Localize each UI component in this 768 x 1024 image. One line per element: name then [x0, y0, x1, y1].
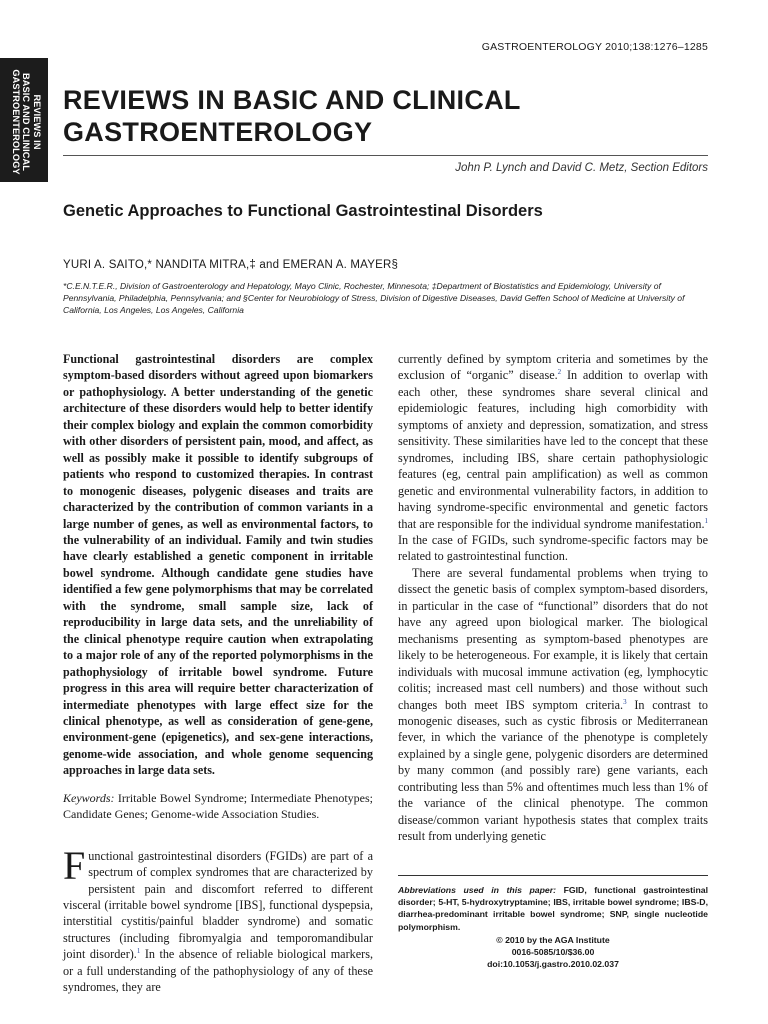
left-column	[63, 351, 373, 996]
reference-link[interactable]: 1	[704, 516, 708, 525]
abstract: Functional gastrointestinal disorders are complex symptom-based disorders without agreed upon biomarkers or pathophysiology. A better understanding of the genetic architecture of these disorders would help to better identify their complex biology and explain the common comorbidity with other disorders of persistent pain, mood, and affect, as well as possibly make it possible to identify subgroups of patients who respond to customized therapies. In contrast to monogenic diseases, polygenic diseases and traits are characterized by the contribution of common variants in a large number of genes, as well as environmental factors, to the vulnerability of an individual. Family and twin studies have clearly established a genetic component in irritable bowel syndrome. Although candidate gene studies have identified a few gene polymorphisms that may be correlated with the syndrome, small sample size, lack of reproducibility in large data sets, and the unreliability of the clinical phenotype require caution when extrapolating to a major role of any of the reported polymorphisms in the pathophysiology of irritable bowel syndrome. Future progress in this area will require better characterization of intermediate phenotypes with large effect size for the clinical phenotype, as well as consideration of gene-gene, environment-gene (epigenetics), and sex-gene interactions, genome-wide association, and whole genome sequencing approaches in large data sets.	[63, 352, 373, 778]
section-title: REVIEWS IN BASIC AND CLINICAL GASTROENTEROLOGY	[63, 85, 521, 147]
keywords-label: Keywords:	[63, 790, 115, 805]
header-rule	[63, 155, 708, 156]
body-paragraph-2: There are several fundamental problems when trying to dissect the genetic basis of complex symptom-based disorders, in particular in the case of “functional” disorders that do not have any agreed upon biological marker. The biological mechanisms presenting as symptom-based phenotypes are likely to be heterogeneous. For example, it is likely that certain individuals with mucosal immune activation (eg, lymphocytic colitis; increased mast cell numbers) and those without such changes both meet IBS symptom criteria.$^3$ In contrast to monogenic diseases, such as cystic fibrosis or Mediterranean fever, in which the variance of the phenotype is completely explained by a single gene, polygenic disorders are determined by many common (and possibly rare) gene variants, each contributing less than 5% and oftentimes much less than 1% of the variance of the clinical phenotype. The common disease/common variant hypothesis states that complex traits result from underlying genetic	[398, 565, 708, 844]
footnote-box	[398, 875, 708, 970]
abbreviations: Abbreviations used in this paper: FGID, functional gastrointestinal disorder; 5-HT, 5-hydroxytryptamine; IBS, irritable bowel syndrome; IBS-D, diarrhea-predominant irritable bowel syndrome; SNP, single nucleotide polymorphism.	[398, 885, 708, 932]
keywords-text: Irritable Bowel Syndrome; Intermediate Phenotypes; Candidate Genes; Genome-wide Association Studies.	[63, 790, 373, 822]
body-paragraph-1: currently defined by symptom criteria and sometimes by the exclusion of “organic” disease.$^2$ In addition to overlap with each other, these syndromes share several clinical and epidemiologic features, including high comorbidity with symptoms of anxiety and depression, somatization, and stress sensitivity. These similarities have led to the concept that these syndromes, including IBS, share certain pathophysiologic features (eg, central pain amplification) as well as common genetic and environmental vulnerability factors, in addition to having syndrome-specific environmental and genetic factors that are responsible for the individual syndrome manifestation.$^1$ In the case of FGIDs, such syndrome-specific factors may be related to gastrointestinal function.	[398, 352, 708, 564]
author-affiliations: *C.E.N.T.E.R., Division of Gastroenterology and Hepatology, Mayo Clinic, Rochester, Minnesota; ‡Department of Biostatistics and Epidemiology, University of Pennsylvania, Philadelphia, Pennsylvania; and §Center for Neurobiology of Stress, Division of Digestive Diseases, David Geffen School of Medicine at University of California, Los Angeles, Los Angeles, California	[63, 281, 685, 316]
right-column	[398, 351, 708, 845]
reference-link[interactable]: 3	[623, 697, 627, 706]
intro-paragraph: Functional gastrointestinal disorders (FGIDs) are part of a spectrum of complex syndromes that are characterized by persistent pain and discomfort referred to different visceral (irritable bowel syndrome [IBS], functional dyspepsia, interstitial cystitis/painful bladder syndrome) and somatic structures (including fibromyalgia and temporomandibular joint disorder).$^1$ In the absence of reliable biological markers, or a full understanding of the pathophysiology of any of these syndromes, they are	[63, 842, 373, 995]
doi-link[interactable]: doi:10.1053/j.gastro.2010.02.037	[487, 959, 619, 970]
section-editors: John P. Lynch and David C. Metz, Section Editors	[455, 162, 708, 174]
article-title: Genetic Approaches to Functional Gastrointestinal Disorders	[63, 202, 543, 220]
issn-line: 0016-5085/10/$36.00	[511, 947, 595, 958]
keywords	[63, 790, 373, 823]
drop-cap: F	[63, 842, 86, 888]
sidebar-label: REVIEWS IN BASIC AND CLINICAL GASTROENTEROLOGY	[11, 69, 42, 175]
journal-citation: GASTROENTEROLOGY 2010;138:1276–1285	[481, 41, 708, 53]
author-list: YURI A. SAITO,* NANDITA MITRA,‡ and EMERAN A. MAYER§	[63, 259, 399, 271]
copyright-line: © 2010 by the AGA Institute	[496, 934, 610, 945]
reference-link[interactable]: 1	[136, 947, 141, 956]
reference-link[interactable]: 2	[557, 368, 562, 377]
